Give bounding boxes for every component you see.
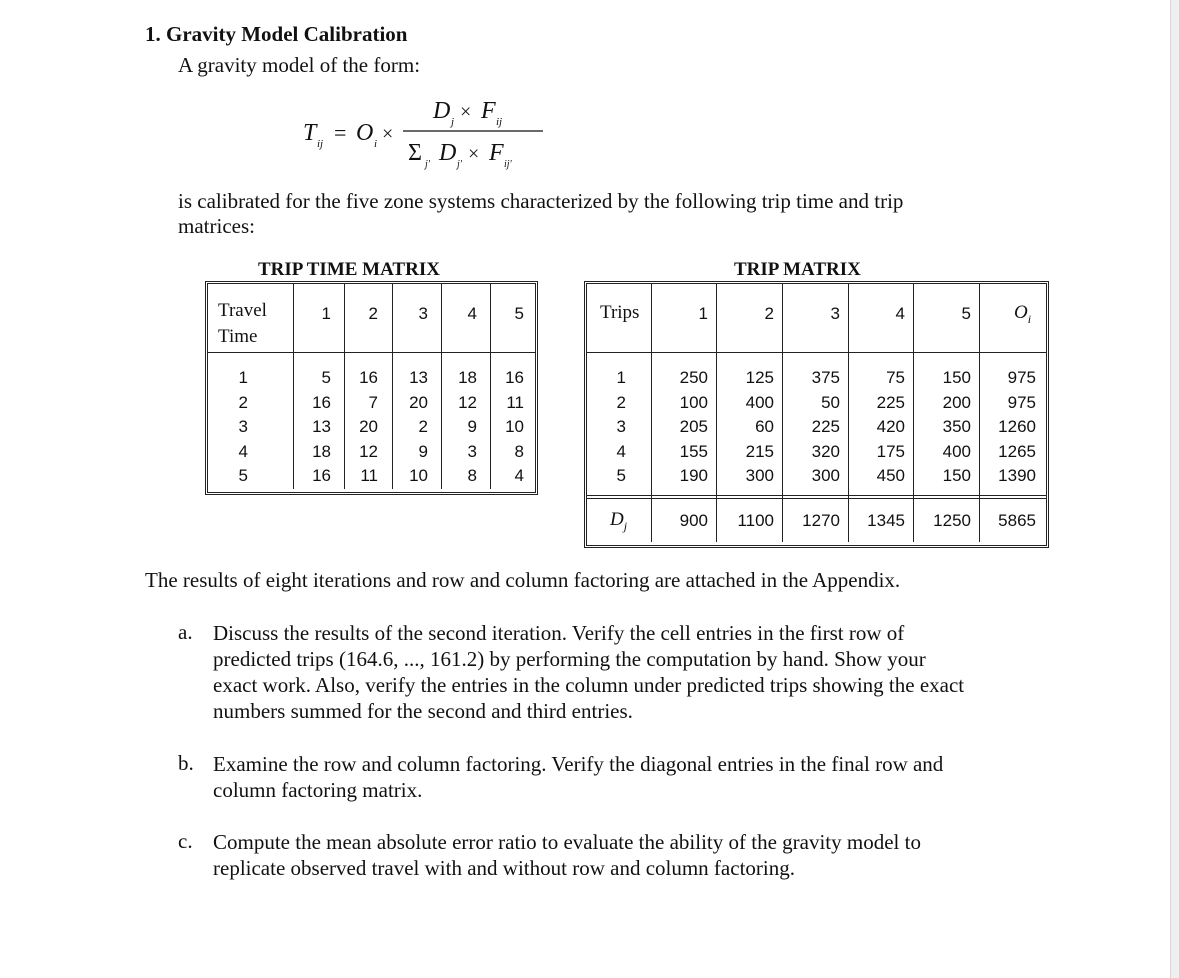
ttm-cell: 16: [505, 368, 524, 387]
tm-row-label: 4: [616, 441, 626, 461]
question-label: a.: [178, 620, 193, 644]
tm-cell: 125: [745, 368, 774, 387]
tm-cell: 150: [942, 466, 971, 485]
tm-row-label: 3: [616, 417, 626, 436]
ttm-cell: 16: [312, 466, 331, 485]
ttm-cell: 16: [359, 368, 378, 387]
svg-text:Σ: Σ: [408, 140, 422, 166]
question-line: replicate observed travel with and without row and column factoring.: [213, 856, 795, 880]
tm-row-label: 5: [616, 466, 626, 485]
svg-text:D: D: [439, 140, 457, 166]
question-label: c.: [178, 829, 193, 853]
svg-text:=: =: [334, 120, 347, 145]
trips-label: Trips: [600, 302, 640, 323]
svg-text:i: i: [374, 138, 378, 150]
ttm-cell: 12: [359, 441, 378, 461]
tm-cell: 215: [745, 441, 774, 461]
ttm-cell: 8: [514, 441, 524, 461]
question-line: column factoring matrix.: [213, 778, 423, 802]
ttm-cell: 18: [312, 441, 331, 461]
ttm-cell: 12: [458, 392, 477, 412]
ttm-cell: 9: [418, 441, 428, 461]
tm-cell: 400: [942, 441, 971, 461]
tm-cell: 350: [942, 417, 971, 436]
tm-cell: 50: [821, 392, 840, 412]
ttm-cell: 8: [467, 466, 477, 485]
ttm-row-label: 3: [238, 417, 248, 436]
svg-text:×: ×: [460, 101, 472, 123]
svg-text:×: ×: [382, 123, 394, 145]
ttm-cell: 10: [409, 466, 428, 485]
tm-cell: 75: [886, 368, 905, 387]
gravity-formula: [300, 98, 560, 178]
ttm-cell: 3: [467, 441, 477, 461]
page-edge: [1170, 0, 1179, 978]
ttm-row-label: 2: [238, 392, 248, 412]
svg-text:O: O: [356, 120, 374, 146]
tm-cell: 225: [811, 417, 840, 436]
ttm-cell: 9: [467, 417, 477, 436]
ttm-row-label: 5: [238, 466, 248, 485]
ttm-col-header: 5: [514, 304, 524, 323]
tm-cell: 225: [876, 392, 905, 412]
question-line: numbers summed for the second and third entries.: [213, 699, 633, 723]
page-title: 1. Gravity Model Calibration: [145, 22, 408, 46]
svg-text:ij: ij: [496, 116, 503, 128]
svg-text:T: T: [303, 120, 317, 146]
dj-value: 1270: [802, 511, 840, 530]
ttm-cell: 16: [312, 392, 331, 412]
oi-header: $O_i$: [1014, 302, 1032, 326]
question-label: b.: [178, 751, 194, 775]
tm-cell: 150: [942, 368, 971, 387]
ttm-row-label: 1: [238, 368, 248, 387]
tm-cell: 375: [811, 368, 840, 387]
tm-cell: 975: [1007, 392, 1036, 412]
ttm-cell: 13: [409, 368, 428, 387]
svg-text:j': j': [425, 159, 430, 170]
dj-label: $D_j$: [610, 509, 628, 533]
svg-text:j': j': [457, 159, 462, 170]
tm-col-header: 3: [830, 304, 840, 323]
ttm-cell: 5: [321, 368, 331, 387]
dj-value: 5865: [998, 511, 1036, 530]
trip-matrix-title: TRIP MATRIX: [734, 259, 861, 280]
results-text: The results of eight iterations and row and column factoring are attached in the Appendix.: [145, 568, 901, 592]
tm-cell: 60: [755, 417, 774, 436]
ttm-col-header: 2: [368, 304, 378, 323]
travel-time-label-line2: Time: [218, 326, 258, 347]
tm-cell: 200: [942, 392, 971, 412]
tm-cell: 420: [876, 417, 905, 436]
question-line: predicted trips (164.6, ..., 161.2) by performing the computation by hand. Show your: [213, 647, 926, 671]
svg-text:j: j: [451, 116, 455, 128]
question-line: Examine the row and column factoring. Verify the diagonal entries in the final row and: [213, 752, 944, 776]
tm-cell: 1260: [998, 417, 1036, 436]
tm-cell: 450: [876, 466, 905, 485]
tm-cell: 975: [1007, 368, 1036, 387]
travel-time-label-line1: Travel: [218, 300, 267, 321]
tm-cell: 205: [679, 417, 708, 436]
tm-cell: 1390: [998, 466, 1036, 485]
dj-value: 1250: [933, 511, 971, 530]
tm-cell: 1265: [998, 441, 1036, 461]
intro-text: A gravity model of the form:: [178, 53, 421, 77]
svg-text:ij: ij: [317, 138, 324, 150]
description-line-1: is calibrated for the five zone systems characterized by the following trip time and trip: [178, 189, 904, 213]
svg-text:F: F: [481, 98, 496, 124]
ttm-cell: 10: [505, 417, 524, 436]
tm-row-label: 2: [616, 392, 626, 412]
tm-cell: 300: [811, 466, 840, 485]
ttm-cell: 18: [458, 368, 477, 387]
description-line-2: matrices:: [178, 214, 255, 238]
tm-col-header: 1: [698, 304, 708, 323]
ttm-cell: 2: [418, 417, 428, 436]
dj-value: 900: [679, 511, 708, 530]
svg-text:×: ×: [468, 143, 480, 165]
question-line: exact work. Also, verify the entries in the column under predicted trips showing the exact: [213, 673, 965, 697]
ttm-row-label: 4: [238, 441, 248, 461]
tm-cell: 320: [811, 441, 840, 461]
ttm-cell: 13: [312, 417, 331, 436]
tm-cell: 100: [679, 392, 708, 412]
ttm-cell: 20: [359, 417, 378, 436]
tm-cell: 300: [745, 466, 774, 485]
tm-col-header: 5: [961, 304, 971, 323]
tm-cell: 190: [679, 466, 708, 485]
ttm-col-header: 4: [467, 304, 477, 323]
svg-text:D: D: [433, 98, 451, 124]
question-line: Discuss the results of the second iteration. Verify the cell entries in the first row of: [213, 621, 905, 645]
tm-cell: 250: [679, 368, 708, 387]
tm-row-label: 1: [616, 368, 626, 387]
svg-text:ij': ij': [504, 159, 512, 170]
ttm-cell: 7: [368, 392, 378, 412]
tm-col-header: 2: [764, 304, 774, 323]
ttm-col-header: 3: [418, 304, 428, 323]
ttm-cell: 11: [506, 392, 524, 412]
trip-time-matrix-title: TRIP TIME MATRIX: [258, 259, 440, 280]
dj-value: 1100: [737, 511, 774, 530]
question-line: Compute the mean absolute error ratio to evaluate the ability of the gravity model to: [213, 830, 921, 854]
tm-col-header: 4: [895, 304, 905, 323]
ttm-cell: 20: [409, 392, 428, 412]
ttm-col-header: 1: [321, 304, 331, 323]
ttm-cell: 4: [514, 466, 524, 485]
tm-cell: 400: [745, 392, 774, 412]
svg-text:F: F: [489, 140, 504, 166]
tm-cell: 175: [876, 441, 905, 461]
dj-value: 1345: [867, 511, 905, 530]
ttm-cell: 11: [360, 466, 378, 485]
tm-cell: 155: [679, 441, 708, 461]
